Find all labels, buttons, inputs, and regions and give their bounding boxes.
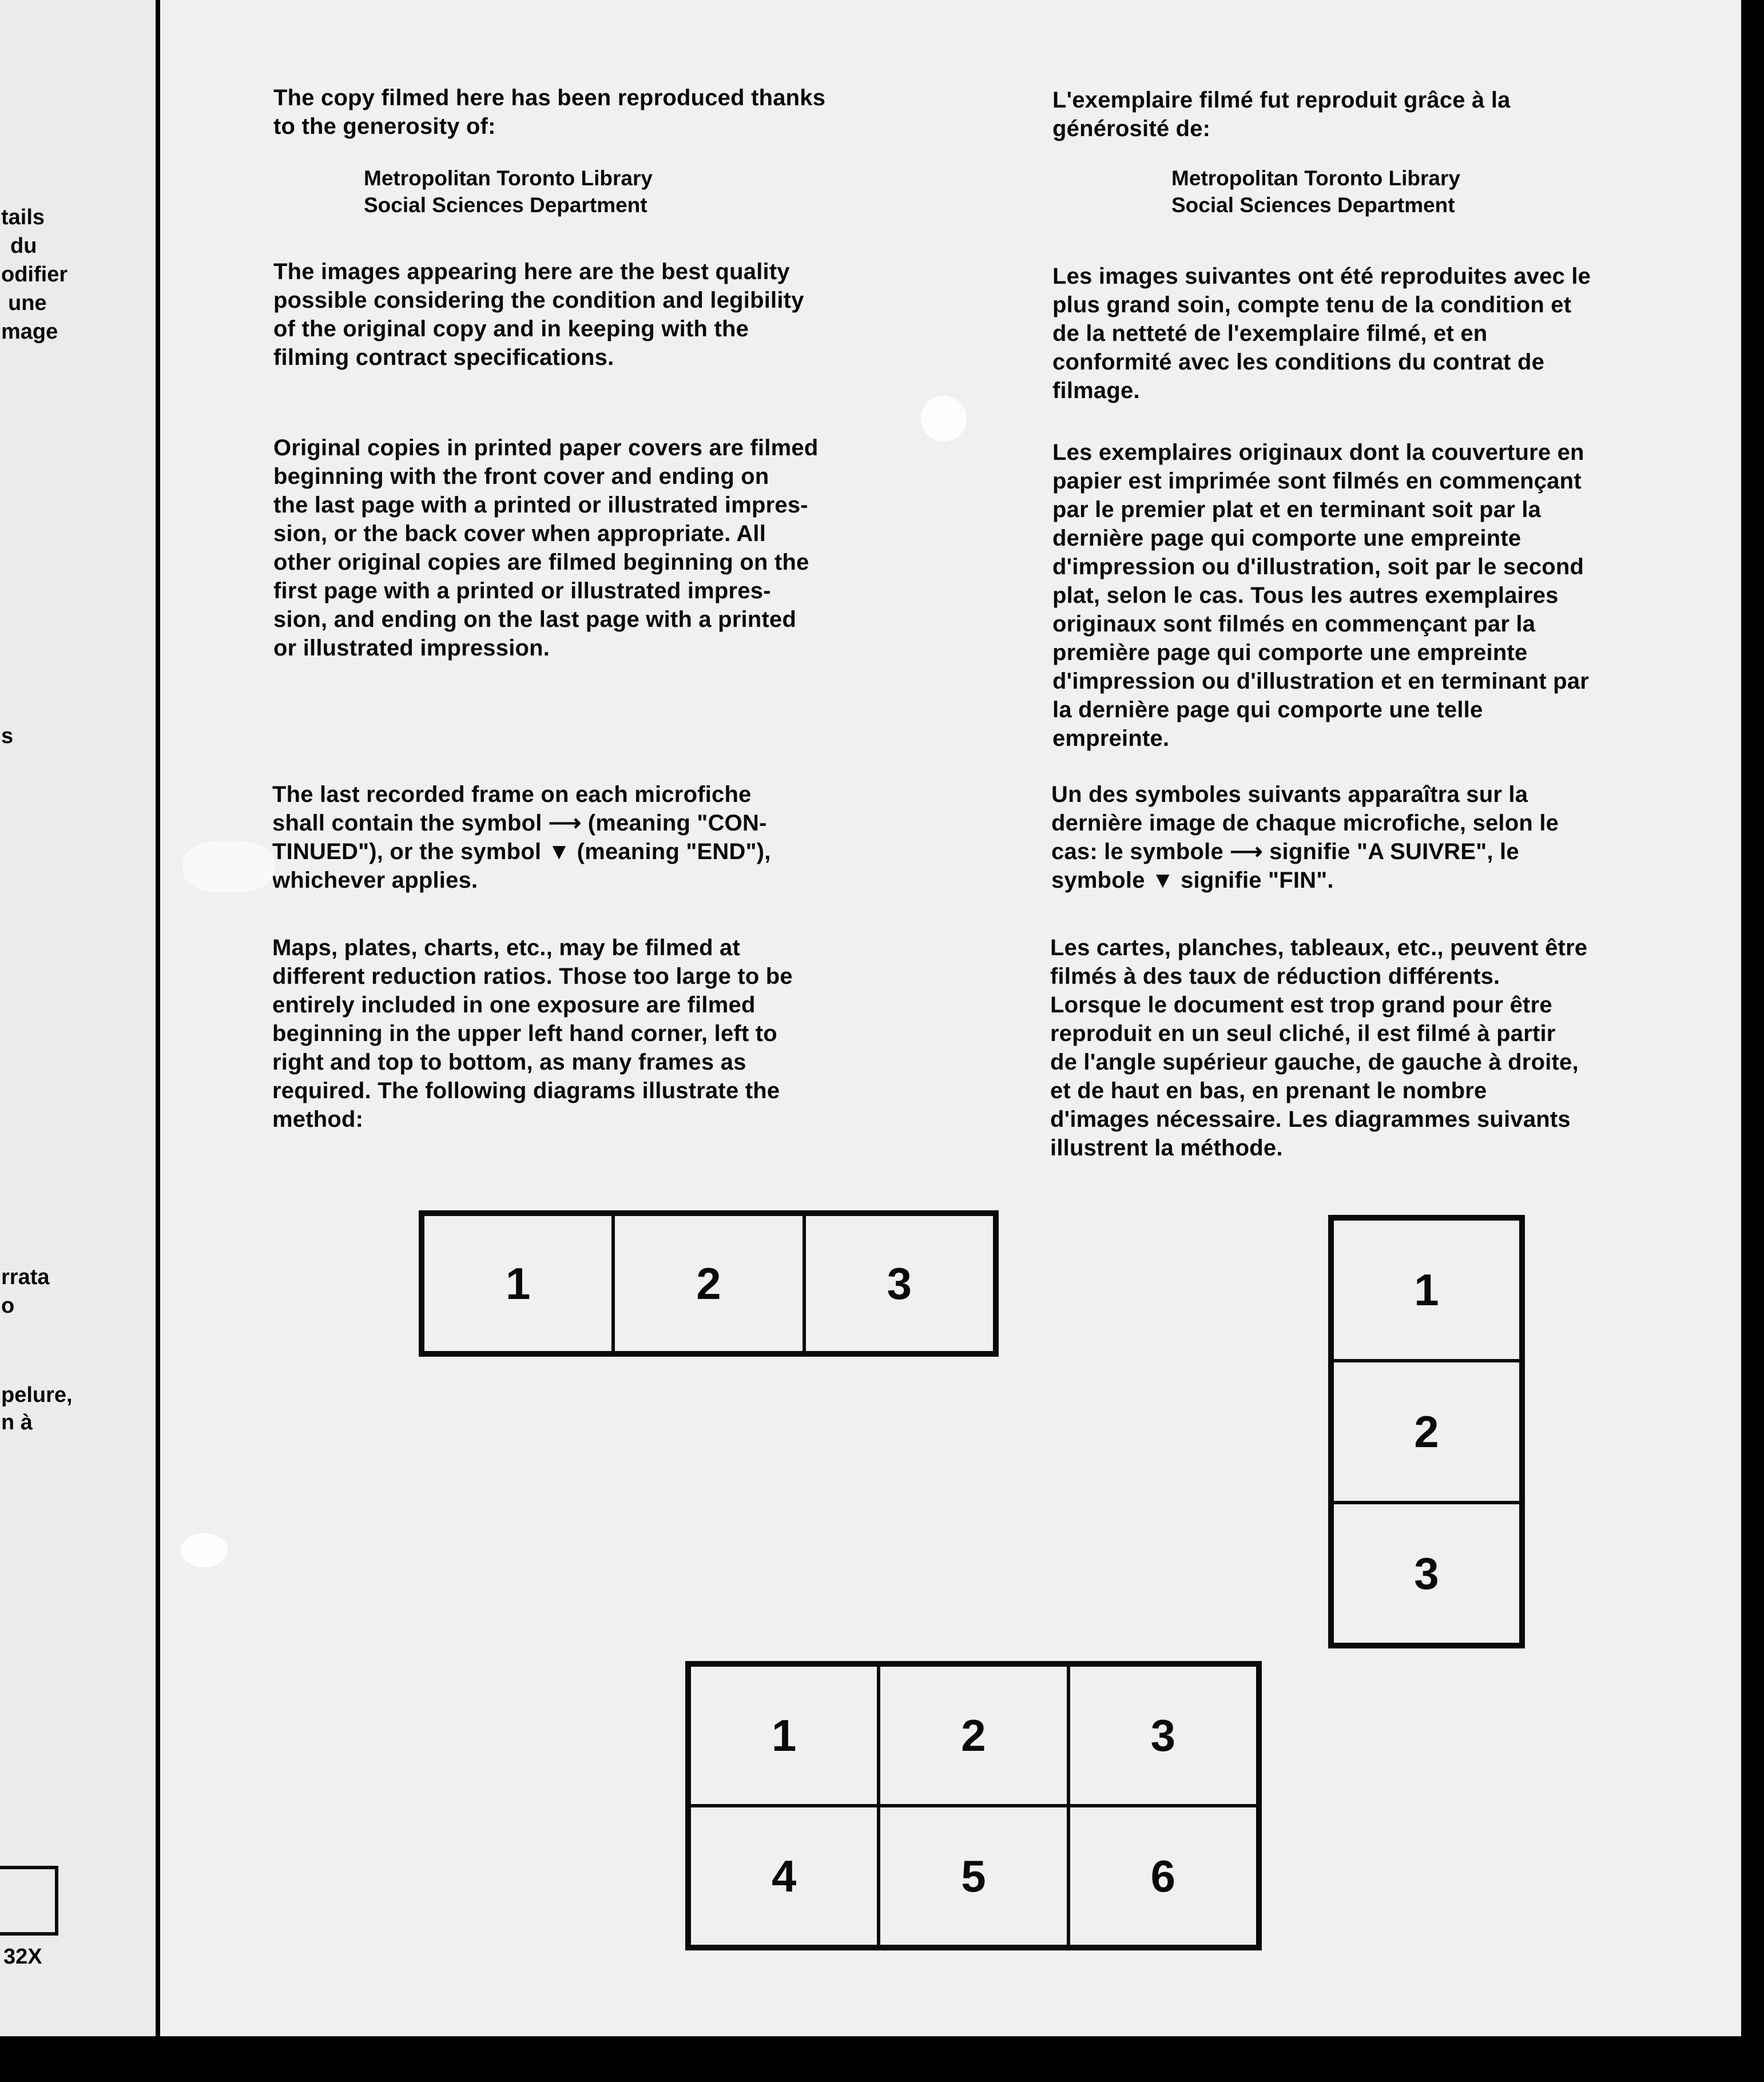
diagram-grid	[685, 1661, 1262, 1950]
fr-maps-paragraph: Les cartes, planches, tableaux, etc., peuvent être filmés à des taux de réduction différents. Lorsque le document est trop grand pour être reproduit en un seul cliché, il est filmé à partir de l'angle supérieur gauche, de gauche à droite, et de haut en bas, en prenant le nombre d'images nécessaire. Les diagrammes suivants illustrent la méthode.	[1050, 935, 1588, 1161]
frame-cell: 1	[689, 1665, 879, 1806]
fr-quality-paragraph: Les images suivantes ont été reproduites avec le plus grand soin, compte tenu de la condition et de la netteté de l'exemplaire filmé, et en conformité avec les conditions du contrat de filmage.	[1052, 264, 1591, 403]
left-fragment: rrata	[1, 1265, 50, 1289]
target-page	[160, 0, 1741, 2036]
left-fragment: s	[1, 724, 14, 748]
film-speck	[921, 396, 967, 442]
left-fragment: une	[8, 291, 47, 315]
diagram-row	[419, 1210, 999, 1357]
fr-covers-paragraph: Les exemplaires originaux dont la couverture en papier est imprimée sont filmés en commençant par le premier plat et en terminant soit par la dernière page qui comporte une empreinte d'impression ou d'illustration, soit par le second plat, selon le cas. Tous les autres exemplaires originaux sont filmés en commençant par la première page qui comporte une empreinte d'impression ou d'illustration et en terminant par la dernière page qui comporte une telle empreinte.	[1052, 440, 1590, 751]
left-fragment: tails	[1, 205, 45, 229]
reduction-label: 32X	[3, 1945, 42, 1969]
en-library-name: Metropolitan Toronto Library Social Sciences Department	[364, 166, 653, 217]
reduction-box	[0, 1866, 58, 1936]
fr-symbols-paragraph: Un des symboles suivants apparaîtra sur la dernière image de chaque microfiche, selon le cas: le symbole ⟶ signifie "A SUIVRE", le symbole ▼ signifie "FIN".	[1051, 782, 1559, 893]
frame-cell: 4	[689, 1806, 879, 1946]
frame-cell: 6	[1068, 1806, 1258, 1946]
fr-library-name: Metropolitan Toronto Library Social Sciences Department	[1171, 166, 1460, 217]
left-fragment: n à	[1, 1410, 33, 1435]
frame-cell: 2	[1332, 1361, 1521, 1503]
film-speck	[183, 841, 275, 892]
left-fragment: o	[1, 1294, 15, 1318]
en-covers-paragraph: Original copies in printed paper covers are filmed beginning with the front cover and ending on the last page with a printed or illustrated impres- sion, or the back cover when appropriate. All other original copies are filmed beginning on the first page with a printed or illustrated impres- sion, and ending on the last page with a printed or illustrated impression.	[273, 435, 819, 661]
en-symbols-paragraph: The last recorded frame on each microfiche shall contain the symbol ⟶ (meaning "CON- TINUED"), or the symbol ▼ (meaning "END"), whichever applies.	[272, 782, 771, 893]
left-fragment: du	[10, 234, 37, 258]
frame-cell: 3	[1332, 1503, 1521, 1644]
frame-cell: 1	[423, 1214, 613, 1353]
left-fragment: pelure,	[1, 1383, 73, 1407]
frame-cell: 5	[879, 1806, 1068, 1946]
adjacent-page-strip	[0, 0, 156, 2036]
fr-credit-intro: L'exemplaire filmé fut reproduit grâce à la générosité de:	[1052, 88, 1511, 141]
frame-cell: 2	[613, 1214, 804, 1353]
frame-cell: 3	[804, 1214, 995, 1353]
left-fragment: odifier	[1, 263, 68, 287]
frame-cell: 3	[1068, 1665, 1258, 1806]
frame-cell: 1	[1332, 1219, 1521, 1361]
en-credit-intro: The copy filmed here has been reproduced thanks to the generosity of:	[273, 85, 826, 139]
diagram-column	[1328, 1215, 1525, 1648]
en-quality-paragraph: The images appearing here are the best quality possible considering the condition and legibility of the original copy and in keeping with the filming contract specifications.	[273, 259, 804, 370]
film-edge	[1741, 0, 1764, 2082]
film-speck	[181, 1533, 228, 1567]
left-fragment: mage	[1, 320, 58, 344]
en-maps-paragraph: Maps, plates, charts, etc., may be filmed at different reduction ratios. Those too large to be entirely included in one exposure are filmed beginning in the upper left hand corner, left to right and top to bottom, as many frames as required. The following diagrams illustrate the method:	[272, 935, 793, 1132]
frame-cell: 2	[879, 1665, 1068, 1806]
